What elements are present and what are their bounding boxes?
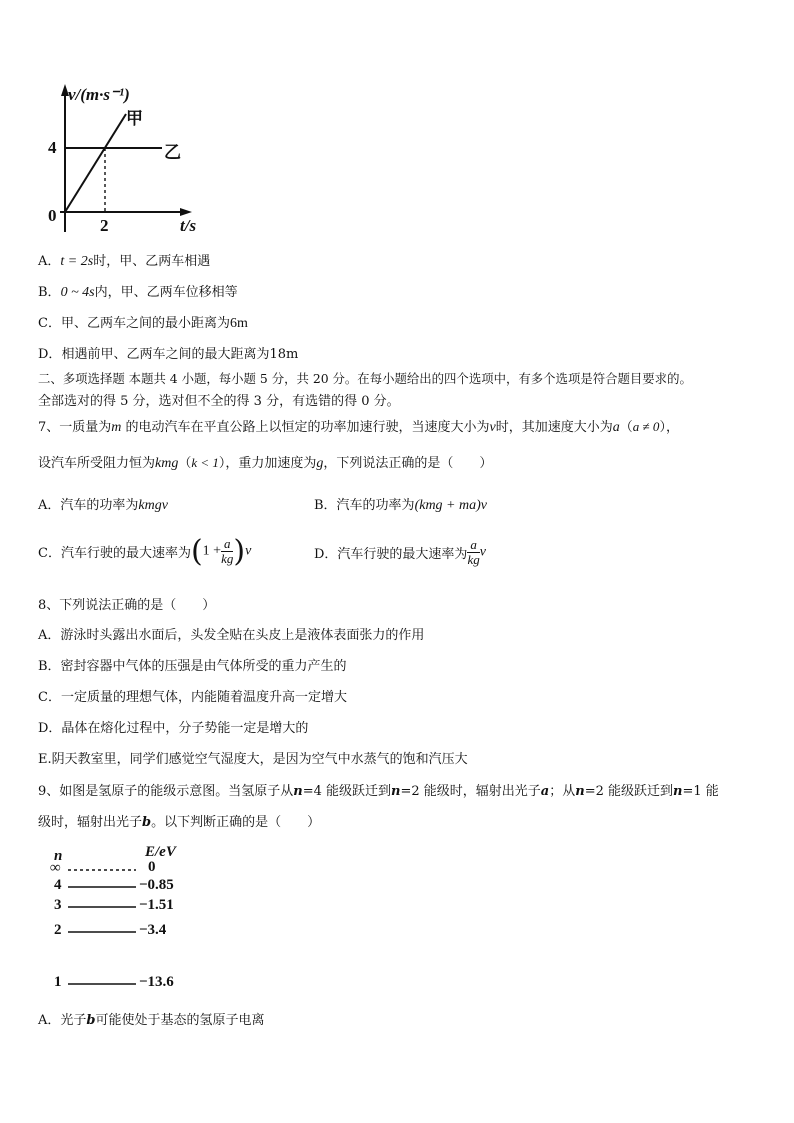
- q8-option-b: B．密封容器中气体的压强是由气体所受的重力产生的: [38, 659, 347, 674]
- q8-option-a: A．游泳时头露出水面后，头发全贴在头皮上是液体表面张力的作用: [38, 628, 425, 643]
- q9-stem-line2: 级时，辐射出光子b。以下判断正确的是（ ）: [38, 815, 321, 830]
- q6-option-d: D．相遇前甲、乙两车之间的最大距离为18m: [38, 347, 299, 362]
- origin-label: 0: [48, 206, 57, 225]
- level-n-4: 4: [54, 877, 62, 893]
- q8-stem: 8、下列说法正确的是（ ）: [38, 598, 216, 613]
- section2-line1: 二、多项选择题 本题共 4 小题，每小题 5 分，共 20 分。在每小题给出的四个选项中，有多个选项是符合题目要求的。: [38, 371, 692, 386]
- series-yi-label: 乙: [164, 143, 181, 162]
- x-axis-label: t/s: [180, 216, 197, 235]
- level-e-1: −13.6: [139, 974, 174, 990]
- q8-option-e: E.阴天教室里，同学们感觉空气湿度大，是因为空气中水蒸气的饱和汽压大: [38, 752, 468, 767]
- q7-stem-line1: 7、一质量为m 的电动汽车在平直公路上以恒定的功率加速行驶，当速度大小为v时，其加速度大小为a（a ≠ 0），: [38, 419, 679, 435]
- energy-n-header: n: [54, 848, 63, 864]
- q6-option-a: A．t = 2s时，甲、乙两车相遇: [38, 254, 211, 269]
- q9-stem-line1: 9、如图是氢原子的能级示意图。当氢原子从n=4 能级跃迁到n=2 能级时，辐射出光子a；从n=2 能级跃迁到n=1 能: [38, 784, 719, 799]
- energy-e-header: E/eV: [145, 844, 176, 860]
- level-e-3: −1.51: [139, 897, 174, 913]
- q9-option-a: A．光子b可能使处于基态的氢原子电离: [38, 1013, 265, 1028]
- level-n-inf: ∞: [50, 860, 61, 876]
- x-tick-label: 2: [100, 216, 109, 235]
- q8-option-d: D．晶体在熔化过程中，分子势能一定是增大的: [38, 721, 309, 736]
- level-n-2: 2: [54, 922, 62, 938]
- energy-level-lines: [60, 860, 140, 990]
- q7-stem-line2: 设汽车所受阻力恒为kmg（k < 1），重力加速度为g，下列说法正确的是（ ）: [38, 455, 493, 471]
- level-e-2: −3.4: [139, 922, 167, 938]
- q7-option-b: B．汽车的功率为(kmg + ma)v: [314, 498, 487, 513]
- y-tick-label: 4: [48, 138, 57, 157]
- q7-option-a: A．汽车的功率为kmgv: [38, 498, 168, 513]
- series-jia-line: [65, 114, 126, 212]
- level-e-4: −0.85: [139, 877, 174, 893]
- section2-line2: 全部选对的得 5 分，选对但不全的得 3 分，有选错的得 0 分。: [38, 394, 400, 409]
- level-e-inf: 0: [148, 859, 156, 875]
- q6-option-c: C．甲、乙两车之间的最小距离为6m: [38, 316, 248, 331]
- y-axis-label: v/(m·s⁻¹): [68, 85, 130, 104]
- level-n-3: 3: [54, 897, 62, 913]
- series-jia-label: 甲: [126, 109, 143, 128]
- x-axis-arrow: [180, 208, 192, 216]
- q7-option-d: D．汽车行驶的最大速率为 $\frac{a}{kg}$ v: [314, 537, 486, 567]
- q8-option-c: C．一定质量的理想气体，内能随着温度升高一定增大: [38, 690, 347, 705]
- q6-option-b: B．0 ~ 4s内，甲、乙两车位移相等: [38, 285, 238, 300]
- q7-option-c: C．汽车行驶的最大速率为(1 + $\frac{a}{kg}$ )v: [38, 534, 252, 569]
- level-n-1: 1: [54, 974, 62, 990]
